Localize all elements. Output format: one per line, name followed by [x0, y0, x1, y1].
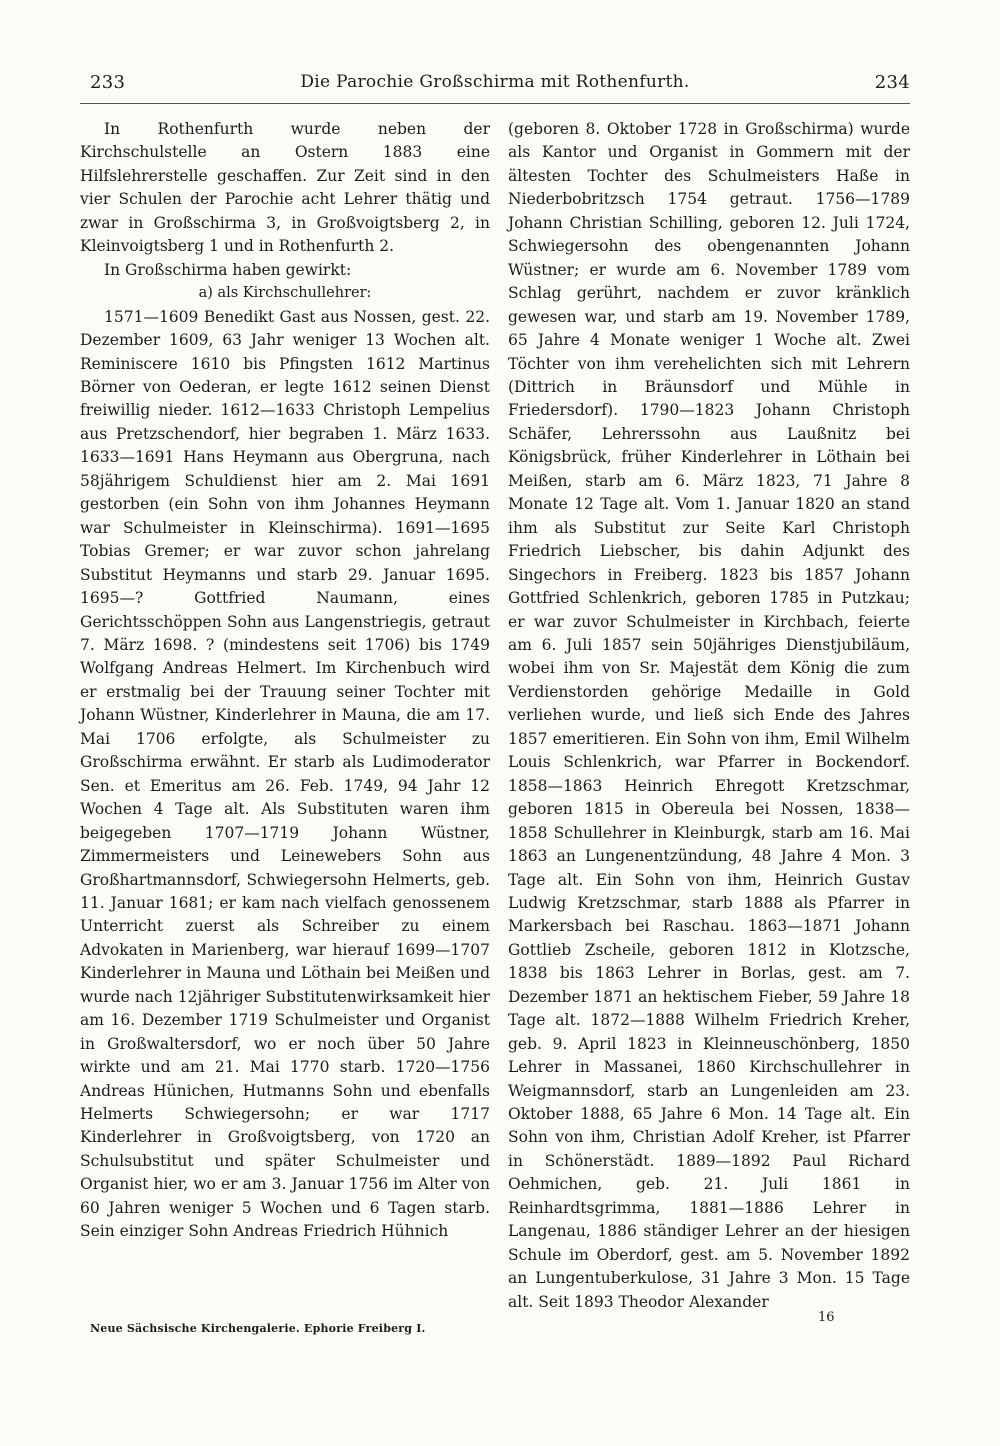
left-paragraph-3: 1571—1609 Benedikt Gast aus Nossen, gest. 22. Dezember 1609, 63 Jahr weniger 13 Wochen alt. Reminiscere 1610 bis Pfingsten 1612 Martinus Börner von Oederan, er legte 1612 seinen Dienst freiwillig nieder. 1612—1633 Christoph Lempelius aus Pretzschendorf, hier begraben 1. März 1633. 1633—1691 Hans Heymann aus Obergruna, nach 58jährigem Schuldienst hier am 2. Mai 1691 gestorben (ein Sohn von ihm Johannes Heymann war Schulmeister in Kleinschirma). 1691—1695 Tobias Gremer; er war zuvor schon jahrelang Substitut Heymanns und starb 29. Januar 1695. 1695—? Gottfried Naumann, eines Gerichtsschöppen Sohn aus Langenstriegis, getraut 7. März 1698. ? (mindestens seit 1706) bis 1749 Wolfgang Andreas Helmert. Im Kirchenbuch wird er erstmalig bei der Trauung seiner Tochter mit Johann Wüstner, Kinderlehrer in Mauna, die am 17. Mai 1706 erfolgte, als Schulmeister zu Großschirma erwähnt. Er starb als Ludimoderator Sen. et Emeritus am 26. Feb. 1749, 94 Jahr 12 Wochen 4 Tage alt. Als Substituten waren ihm beigegeben 1707—1719 Johann Wüstner, Zimmermeisters und Leinewebers Sohn aus Großhartmannsdorf, Schwiegersohn Helmerts, geb. 11. Januar 1681; er kam nach vielfach genossenem Unterricht zuerst als Schreiber zu einem Advokaten in Marienberg, war hierauf 1699—1707 Kinderlehrer in Mauna und Löthain bei Meißen und wurde nach 12jähriger Substitutenwirksamkeit hier am 16. Dezember 1719 Schulmeister und Organist in Großwaltersdorf, wo er noch über 50 Jahre wirkte und am 21. Mai 1770 starb. 1720—1756 Andreas Hünichen, Hutmanns Sohn und ebenfalls Helmerts Schwiegersohn; er war 1717 Kinderlehrer in Großvoigtsberg, von 1720 an Schulsubstitut und später Schulmeister und Organist hier, wo er am 3. Januar 1756 im Alter von 60 Jahren weniger 5 Wochen und 6 Tagen starb. Sein einziger Sohn Andreas Friedrich Hühnich	[80, 307, 490, 1241]
left-paragraph-2: In Großschirma haben gewirkt:	[104, 260, 352, 279]
section-heading: a) als Kirchschullehrer:	[198, 285, 372, 302]
page-number-left: 233	[90, 72, 126, 93]
signature-mark: 16	[818, 1310, 835, 1325]
right-paragraph-1: (geboren 8. Oktober 1728 in Großschirma) wurde als Kantor und Organist in Gommern mit der ältesten Tochter des Schulmeisters Haße in Niederbobritzsch 1754 getraut. 1756—1789 Johann Christian Schilling, geboren 12. Juli 1724, Schwiegersohn des obengenannten Johann Wüstner; er wurde am 6. November 1789 vom Schlag gerührt, nachdem er zuvor kränklich gewesen war, und starb am 19. November 1789, 65 Jahre 4 Monate weniger 1 Woche alt. Zwei Töchter von ihm verehelichten sich mit Lehrern (Dittrich in Bräunsdorf und Mühle in Friedersdorf). 1790—1823 Johann Christoph Schäfer, Lehrerssohn aus Laußnitz bei Königsbrück, früher Kinderlehrer in Löthain bei Meißen, starb am 6. März 1823, 71 Jahre 8 Monate 12 Tage alt. Vom 1. Januar 1820 an stand ihm als Substitut zur Seite Karl Christoph Friedrich Liebscher, bis dahin Adjunkt des Singechors in Freiberg. 1823 bis 1857 Johann Gottfried Schlenkrich, geboren 1785 in Putzkau; er war zuvor Schulmeister in Kirchbach, feierte am 6. Juli 1857 sein 50jähriges Dienstjubiläum, wobei ihm von Sr. Majestät dem König die zum Verdienstorden gehörige Medaille in Gold verliehen wurde, und ließ sich Ende des Jahres 1857 emeritieren. Ein Sohn von ihm, Emil Wilhelm Louis Schlenkrich, war Pfarrer in Bockendorf. 1858—1863 Heinrich Ehregott Kretzschmar, geboren 1815 in Obereula bei Nossen, 1838—1858 Schullehrer in Kleinburgk, starb am 16. Mai 1863 an Lungenentzündung, 48 Jahre 4 Mon. 3 Tage alt. Ein Sohn von ihm, Heinrich Gustav Ludwig Kretzschmar, starb 1888 als Pfarrer in Markersbach bei Raschau. 1863—1871 Johann Gottlieb Zscheile, geboren 1812 in Klotzsche, 1838 bis 1863 Lehrer in Borlas, gest. am 7. Dezember 1871 an hektischem Fieber, 59 Jahre 18 Tage alt. 1872—1888 Wilhelm Friedrich Kreher, geb. 9. April 1823 in Kleinneuschönberg, 1850 Lehrer in Massanei, 1860 Kirchschullehrer in Weigmannsdorf, starb an Lungenleiden am 23. Oktober 1888, 65 Jahre 6 Mon. 14 Tage alt. Ein Sohn von ihm, Christian Adolf Kreher, ist Pfarrer in Schönerstädt. 1889—1892 Paul Richard Oehmichen, geb. 21. Juli 1861 in Reinhardtsgrimma, 1881—1886 Lehrer in Langenau, 1886 ständiger Lehrer an der hiesigen Schule im Oberdorf, gest. am 5. November 1892 an Lungentuberkulose, 31 Jahre 3 Mon. 15 Tage alt. Seit 1893 Theodor Alexander	[508, 120, 910, 1311]
running-title: Die Parochie Großschirma mit Rothenfurth.	[300, 72, 690, 92]
page-number-right: 234	[874, 72, 910, 93]
header-rule	[80, 103, 910, 104]
running-header	[80, 70, 910, 98]
left-paragraph-1: In Rothenfurth wurde neben der Kirchschulstelle an Ostern 1883 eine Hilfslehrerstelle geschaffen. Zur Zeit sind in den vier Schulen der Parochie acht Lehrer thätig und zwar in Großschirma 3, in Großvoigtsberg 2, in Kleinvoigtsberg 1 und in Rothenfurth 2.	[80, 120, 490, 256]
footer-source: Neue Sächsische Kirchengalerie. Ephorie Freiberg I.	[90, 1322, 426, 1335]
left-column	[80, 118, 490, 1244]
right-column	[508, 118, 910, 1314]
